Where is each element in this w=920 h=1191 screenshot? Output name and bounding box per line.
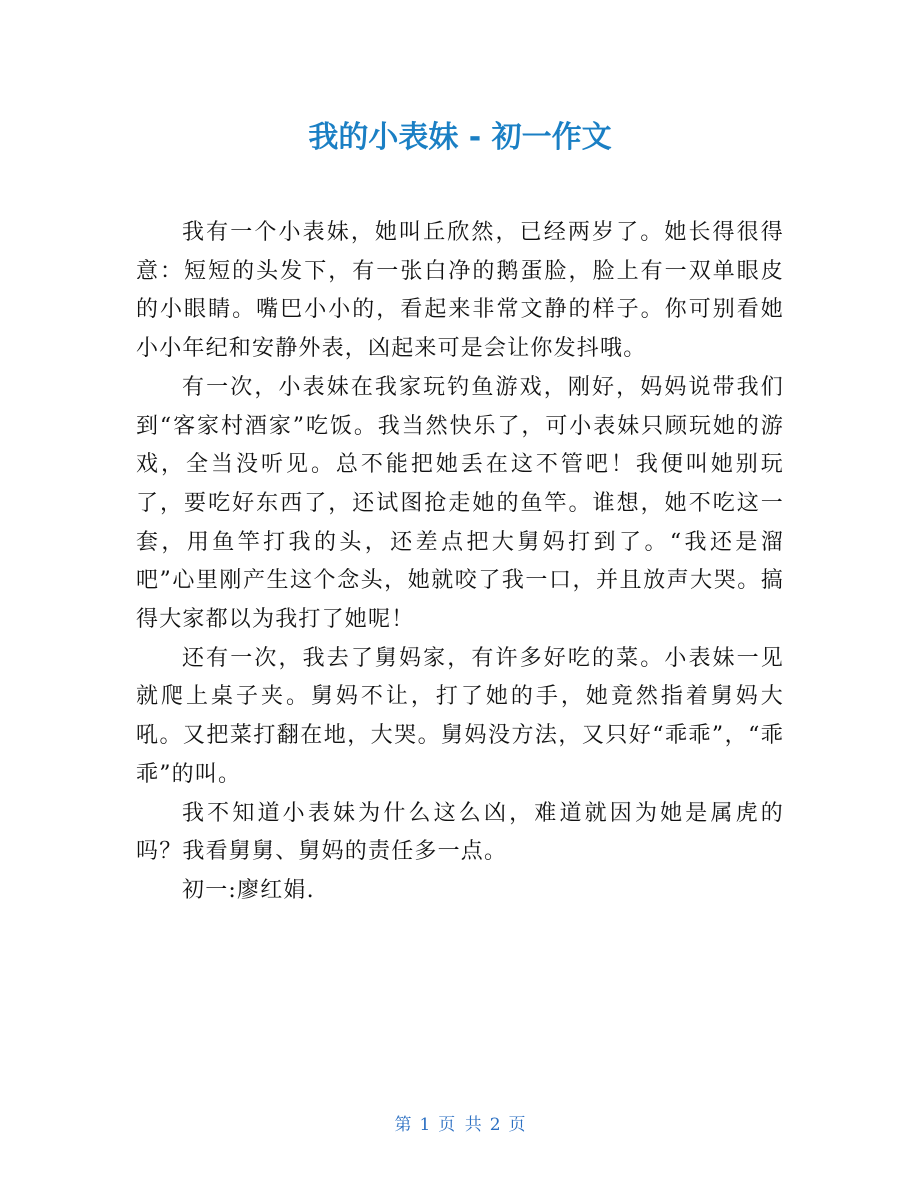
paragraph-2: 有一次，小表妹在我家玩钓鱼游戏，刚好，妈妈说带我们到“客家村酒家”吃饭。我当然快乐了，可小表妹只顾玩她的游戏，全当没听见。总不能把她丢在这不管吧！我便叫她别玩了，要吃好东西了，还试图抢走她的鱼竿。谁想，她不吃这一套，用鱼竿打我的头，还差点把大舅妈打到了。“我还是溜吧”心里刚产生这个念头，她就咬了我一口，并且放声大哭。搞得大家都以为我打了她呢！ xyxy=(136,374,784,633)
page-footer xyxy=(0,1113,920,1137)
footer-prefix: 第 xyxy=(394,1115,412,1135)
paragraph-4: 我不知道小表妹为什么这么凶，难道就因为她是属虎的吗？我看舅舅、舅妈的责任多一点。 xyxy=(136,800,784,865)
footer-middle: 页 共 xyxy=(438,1115,482,1135)
footer-total-pages: 2 xyxy=(489,1115,501,1135)
footer-page-number: 1 xyxy=(419,1115,431,1135)
article-body xyxy=(136,214,784,911)
paragraph-1: 我有一个小表妹，她叫丘欣然，已经两岁了。她长得很得意：短短的头发下，有一张白净的鹅蛋脸，脸上有一双单眼皮的小眼睛。嘴巴小小的，看起来非常文静的样子。你可别看她小小年纪和安静外表，凶起来可是会让你发抖哦。 xyxy=(136,220,784,362)
footer-suffix: 页 xyxy=(508,1115,526,1135)
page-title: 我的小表妹 - 初一作文 xyxy=(308,120,612,155)
paragraph-3: 还有一次，我去了舅妈家，有许多好吃的菜。小表妹一见就爬上桌子夹。舅妈不让，打了她的手，她竟然指着舅妈大吼。又把菜打翻在地，大哭。舅妈没方法，又只好“乖乖”，“乖乖”的叫。 xyxy=(136,645,784,787)
author-line: 初一:廖红娟. xyxy=(182,877,315,903)
